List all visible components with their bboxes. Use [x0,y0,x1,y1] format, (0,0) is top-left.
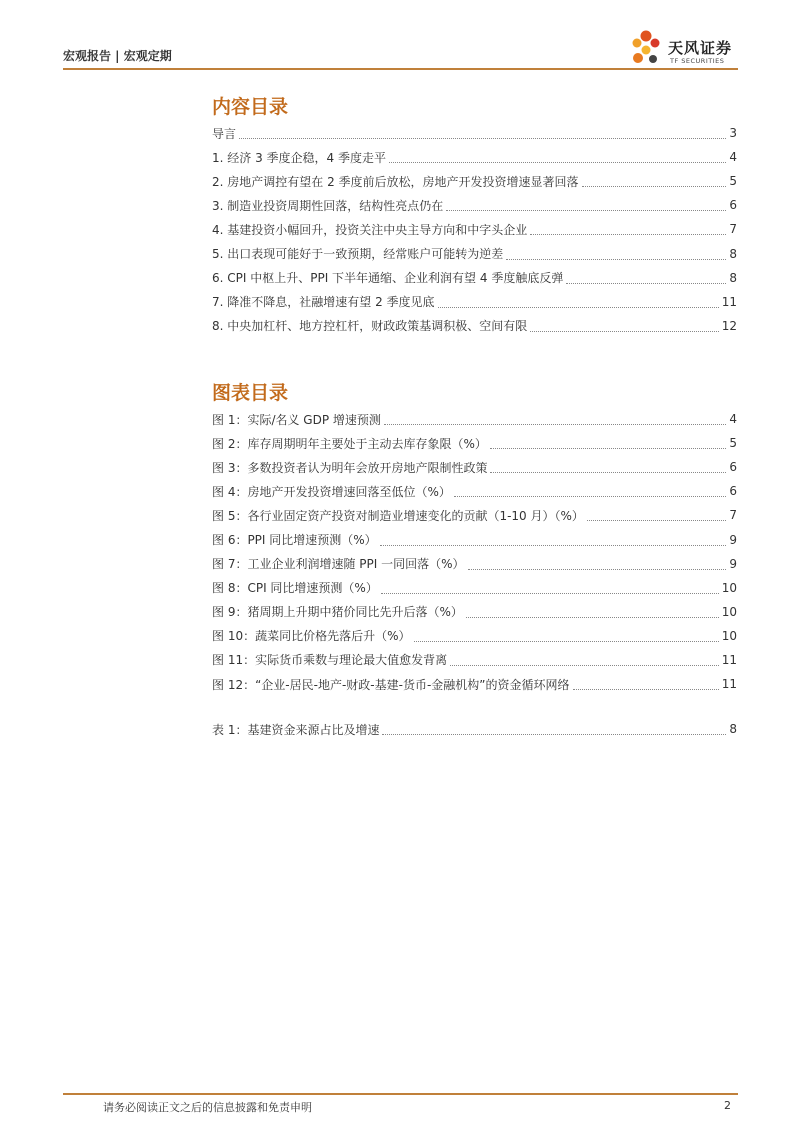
toc-leader-dots [446,201,726,211]
toc-entry[interactable] [212,648,737,672]
toc-leader-dots [438,298,719,308]
toc-entry[interactable] [212,193,737,217]
tables-list [212,717,737,741]
figures-title: 图表目录 [212,382,289,404]
toc-entry[interactable] [212,145,737,169]
toc-entry-label[interactable]: 图 3：多数投资者认为明年会放开房地产限制性政策 [212,460,488,475]
toc-entry-label[interactable]: 图 7：工业企业利润增速随 PPI 一同回落（%） [212,557,465,572]
toc-entry-label[interactable]: 6. CPI 中枢上升、PPI 下半年通缩、企业利润有望 4 季度触底反弹 [212,271,564,286]
toc-entry[interactable] [212,576,737,600]
footer-rule [63,1093,738,1095]
toc-entry[interactable] [212,503,737,527]
toc-entry-page[interactable]: 7 [729,222,737,237]
toc-leader-dots [506,250,726,260]
toc-entry-page[interactable]: 6 [729,460,737,475]
toc-entry-page[interactable]: 7 [729,508,737,523]
toc-entry-label[interactable]: 图 9：猪周期上升期中猪价同比先升后落（%） [212,605,463,620]
toc-entry-label[interactable]: 图 10：蔬菜同比价格先落后升（%） [212,629,411,644]
logo-name-en: TF SECURITIES [670,57,725,65]
toc-leader-dots [382,725,726,735]
toc-entry[interactable] [212,241,737,265]
toc-leader-dots [530,225,726,235]
toc-entry-label[interactable]: 图 1：实际/名义 GDP 增速预测 [212,412,381,427]
toc-leader-dots [384,415,726,425]
toc-entry-label[interactable]: 8. 中央加杠杆、地方控杠杆，财政政策基调积极、空间有限 [212,319,528,334]
brand-logo [628,28,740,70]
toc-entry[interactable] [212,672,737,696]
toc-entry[interactable] [212,479,737,503]
page-number: 2 [724,1099,731,1112]
toc-entry-label[interactable]: 图 12：“企业-居民-地产-财政-基建-货币-金融机构”的资金循环网络 [212,677,570,692]
toc-entry-label[interactable]: 图 5：各行业固定资产投资对制造业增速变化的贡献（1-10 月）（%） [212,508,584,523]
toc-entry[interactable] [212,527,737,551]
toc-leader-dots [380,536,727,546]
toc-entry-page[interactable]: 11 [721,677,737,692]
contents-title: 内容目录 [212,96,289,118]
contents-list [212,121,737,338]
toc-entry-page[interactable]: 5 [729,174,737,189]
toc-leader-dots [573,680,719,690]
toc-entry[interactable] [212,266,737,290]
toc-leader-dots [414,632,719,642]
toc-entry-label[interactable]: 表 1：基建资金来源占比及增速 [212,722,380,737]
toc-entry[interactable] [212,290,737,314]
toc-entry-label[interactable]: 4. 基建投资小幅回升，投资关注中央主导方向和中字头企业 [212,222,528,237]
toc-entry-page[interactable]: 3 [729,126,737,141]
toc-entry[interactable] [212,600,737,624]
toc-entry-page[interactable]: 9 [729,556,737,571]
toc-entry-page[interactable]: 6 [729,484,737,499]
toc-entry[interactable] [212,431,737,455]
toc-leader-dots [468,560,727,570]
toc-entry-label[interactable]: 图 2：库存周期明年主要处于主动去库存象限（%） [212,436,487,451]
toc-entry-page[interactable]: 10 [721,604,737,619]
toc-entry[interactable] [212,552,737,576]
toc-entry-label[interactable]: 7. 降准不降息，社融增速有望 2 季度见底 [212,295,435,310]
toc-leader-dots [450,656,719,666]
footer-disclaimer: 请务必阅读正文之后的信息披露和免责申明 [103,1101,312,1114]
toc-entry-label[interactable]: 3. 制造业投资周期性回落，结构性亮点仍在 [212,198,444,213]
toc-leader-dots [490,463,726,473]
toc-entry[interactable] [212,169,737,193]
toc-entry-page[interactable]: 6 [729,198,737,213]
toc-leader-dots [530,322,718,332]
toc-leader-dots [454,487,727,497]
toc-entry[interactable] [212,314,737,338]
toc-entry-label[interactable]: 5. 出口表现可能好于一致预期，经常账户可能转为逆差 [212,247,504,262]
toc-leader-dots [566,274,726,284]
toc-leader-dots [587,511,726,521]
toc-entry[interactable] [212,624,737,648]
toc-entry[interactable] [212,217,737,241]
toc-entry-page[interactable]: 8 [729,722,737,737]
toc-entry-label[interactable]: 1. 经济 3 季度企稳，4 季度走平 [212,150,386,165]
toc-entry-page[interactable]: 5 [729,436,737,451]
toc-entry[interactable] [212,455,737,479]
header-title: 宏观报告 | 宏观定期 [63,49,172,63]
toc-entry[interactable] [212,717,737,741]
toc-entry-label[interactable]: 图 4：房地产开发投资增速回落至低位（%） [212,484,451,499]
toc-entry-page[interactable]: 4 [729,412,737,427]
toc-entry-label[interactable]: 导言 [212,126,237,141]
toc-entry-page[interactable]: 12 [721,318,737,333]
toc-leader-dots [466,608,719,618]
toc-entry-label[interactable]: 图 11：实际货币乘数与理论最大值愈发背离 [212,653,448,668]
toc-entry[interactable] [212,407,737,431]
toc-entry-page[interactable]: 8 [729,270,737,285]
toc-entry-page[interactable]: 10 [721,580,737,595]
toc-entry-page[interactable]: 9 [729,532,737,547]
toc-leader-dots [582,177,727,187]
toc-entry-page[interactable]: 11 [721,294,737,309]
toc-leader-dots [381,584,719,594]
header-rule [63,68,738,70]
logo-flower-icon [628,28,664,70]
logo-name-cn: 天风证券 [668,39,733,57]
toc-entry-page[interactable]: 8 [729,246,737,261]
toc-entry-page[interactable]: 11 [721,652,737,667]
figures-list [212,407,737,696]
toc-entry[interactable] [212,121,737,145]
toc-entry-page[interactable]: 4 [729,150,737,165]
toc-entry-label[interactable]: 图 8：CPI 同比增速预测（%） [212,581,378,596]
toc-entry-page[interactable]: 10 [721,628,737,643]
toc-leader-dots [239,129,726,139]
toc-entry-label[interactable]: 2. 房地产调控有望在 2 季度前后放松，房地产开发投资增速显著回落 [212,174,579,189]
toc-entry-label[interactable]: 图 6：PPI 同比增速预测（%） [212,533,377,548]
toc-leader-dots [389,153,726,163]
toc-leader-dots [490,439,727,449]
